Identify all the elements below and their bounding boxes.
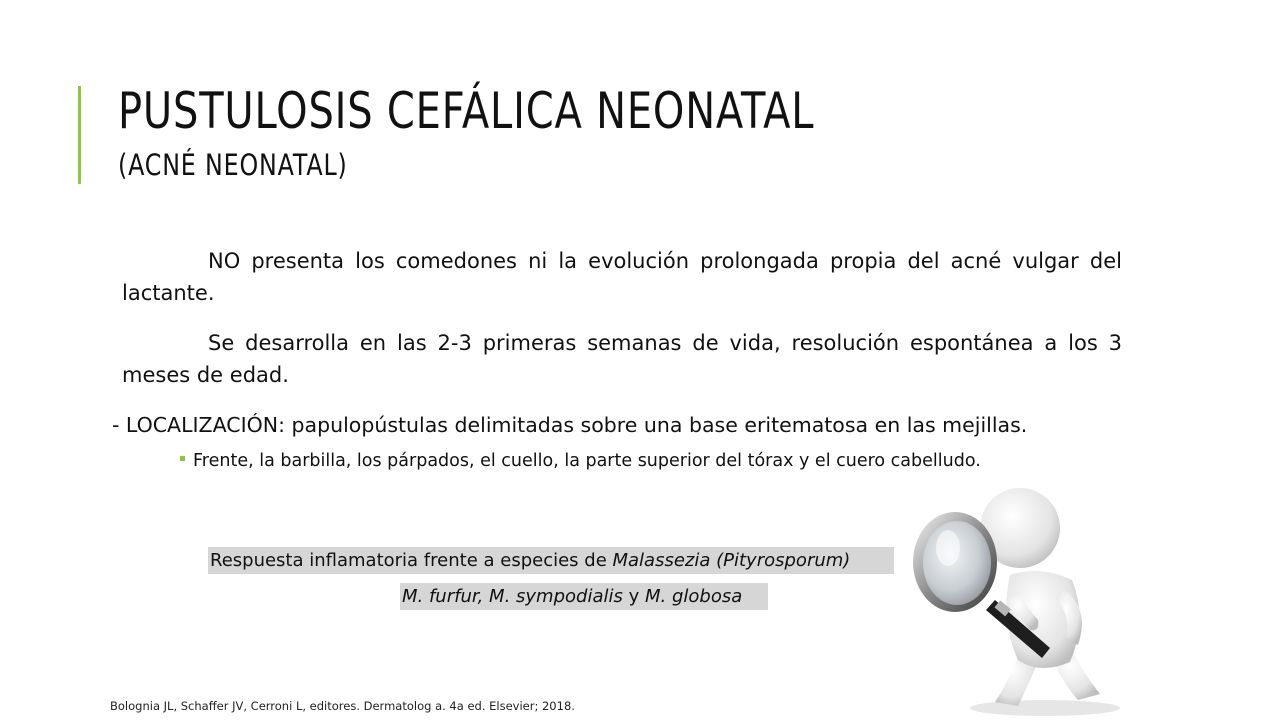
slide-title: PUSTULOSIS CEFÁLICA NEONATAL: [118, 82, 815, 140]
paragraph-comedones: NO presenta los comedones ni la evolución prolongada propia del acné vulgar del lactante.: [122, 249, 1122, 305]
sub-bullet-sites: [180, 448, 981, 474]
species-list-1: M. furfur, M. sympodialis: [402, 586, 623, 607]
highlight-species: [400, 583, 768, 610]
species-list-2: M. globosa: [644, 586, 743, 607]
paragraph-onset: Se desarrolla en las 2-3 primeras semanas de vida, resolución espontánea a los 3 meses de edad.: [122, 331, 1122, 387]
square-bullet-icon: [180, 456, 185, 461]
title-accent-bar: [78, 86, 81, 184]
magnifying-glass-person-icon: [900, 480, 1140, 718]
highlight-malassezia: [208, 547, 894, 574]
slide-subtitle: (ACNÉ NEONATAL): [118, 148, 348, 182]
highlight-prefix: Respuesta inflamatoria frente a especies de: [210, 550, 613, 571]
localization-line: - LOCALIZACIÓN: papulopústulas delimitadas sobre una base eritematosa en las mejillas.: [112, 413, 1028, 437]
sub-bullet-text: Frente, la barbilla, los párpados, el cuello, la parte superior del tórax y el cuero cabelludo.: [193, 451, 981, 471]
species-connector: y: [622, 586, 645, 607]
highlight-genus: Malassezia (Pityrosporum): [612, 550, 851, 571]
reference-citation: Bolognia JL, Schaffer JV, Cerroni L, editores. Dermatolog a. 4a ed. Elsevier; 2018.: [110, 699, 575, 713]
